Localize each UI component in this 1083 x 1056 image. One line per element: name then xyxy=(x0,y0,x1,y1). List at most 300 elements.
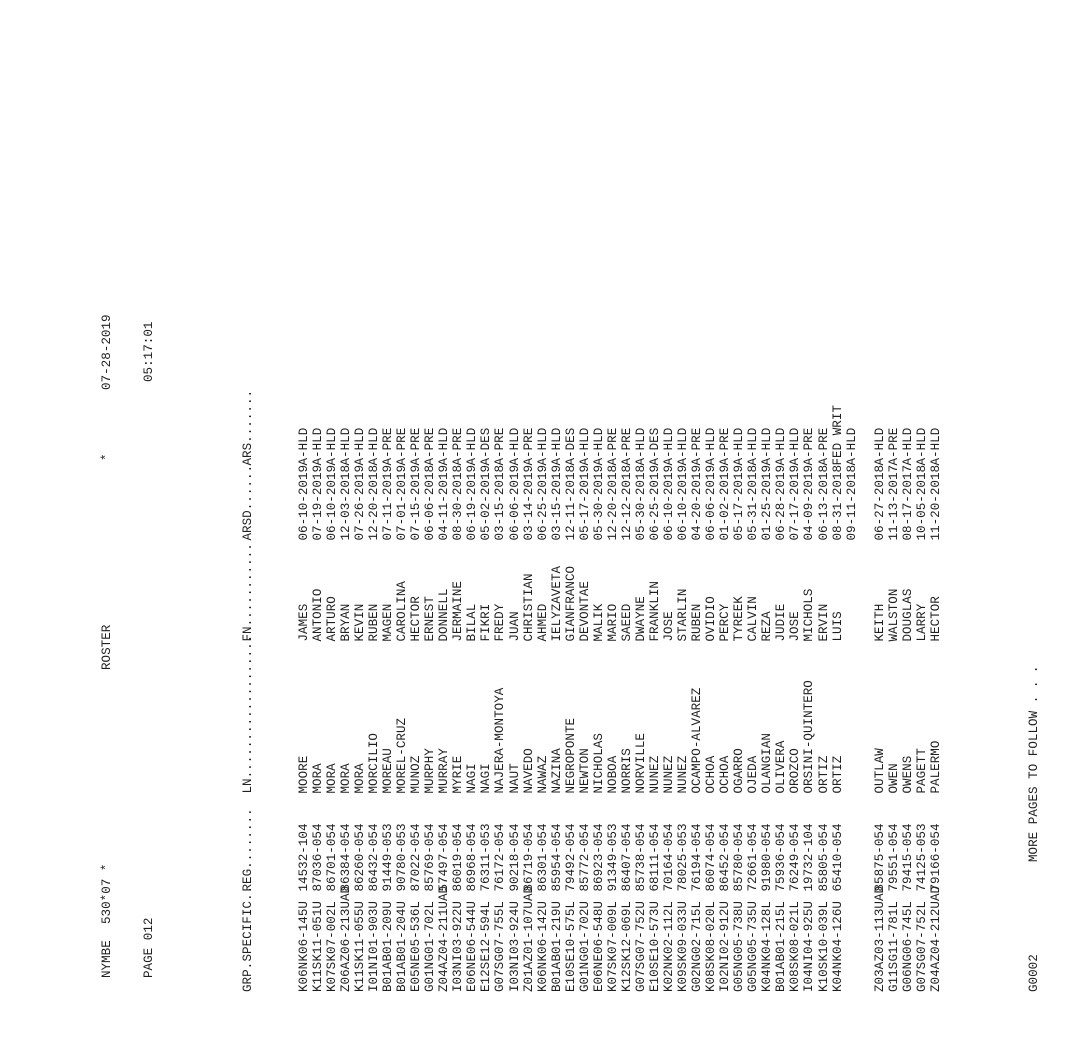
row-specific: I02-912U xyxy=(718,901,733,962)
row-ars: A-HLD xyxy=(577,427,592,466)
row-arsd: 08-30-2018 xyxy=(451,464,466,541)
row-last-name: MORA xyxy=(338,763,353,794)
row-arsd: 07-15-2019 xyxy=(409,464,424,541)
row-specific: K07-009L xyxy=(605,901,620,962)
report-header-line-1 xyxy=(100,292,114,992)
row-ars: A-HLD xyxy=(914,427,929,466)
row-first-name: CALVIN xyxy=(746,596,761,642)
row-first-name: SAEED xyxy=(619,603,634,642)
row-first-name: LARRY xyxy=(914,603,929,642)
row-first-name: DONNELL xyxy=(437,588,452,642)
row-reg: 85954-054 xyxy=(549,823,564,892)
row-arsd: 12-03-2018 xyxy=(338,464,353,541)
column-reg: REG........ xyxy=(240,808,255,892)
row-reg: 72661-054 xyxy=(746,823,761,892)
row-ars: A-HLD xyxy=(465,427,480,466)
row-first-name: ARTURO xyxy=(324,596,339,642)
row-ars: A-HLD xyxy=(296,427,311,466)
row-last-name: ORSINI-QUINTERO xyxy=(802,680,817,794)
row-grp: G07S xyxy=(633,961,648,992)
row-specific: B01-209U xyxy=(381,901,396,962)
row-specific: G11-781L xyxy=(886,901,901,962)
row-grp: Z01A xyxy=(521,961,536,992)
row-last-name: MOORE xyxy=(296,755,311,794)
row-reg: 91980-054 xyxy=(760,823,775,892)
row-last-name: NORRIS xyxy=(619,748,634,794)
row-reg: 86432-054 xyxy=(367,823,382,892)
row-last-name: MOREAU xyxy=(381,748,396,794)
row-arsd: 06-06-2018 xyxy=(423,464,438,541)
row-last-name: NAZINA xyxy=(549,748,564,794)
table-row xyxy=(451,292,465,992)
row-reg: 86384-054 xyxy=(338,823,353,892)
row-first-name: MICHOLS xyxy=(802,588,817,642)
row-arsd: 11-13-2017 xyxy=(886,464,901,541)
table-row xyxy=(690,292,704,992)
row-last-name: NAJERA-MONTOYA xyxy=(493,687,508,794)
row-reg: 75936-054 xyxy=(774,823,789,892)
row-arsd: 12-20-2018 xyxy=(605,464,620,541)
row-last-name: MORA xyxy=(310,763,325,794)
row-first-name: JOSE xyxy=(788,611,803,642)
table-row xyxy=(395,292,409,992)
row-last-name: MORCILIO xyxy=(367,733,382,794)
row-first-name: FRANKLIN xyxy=(647,581,662,642)
row-last-name: MORA xyxy=(352,763,367,794)
row-arsd: 07-26-2019 xyxy=(352,464,367,541)
row-ars: A-HLD xyxy=(844,427,859,466)
row-last-name: ORTIZ xyxy=(816,755,831,794)
row-ars: A-HLD xyxy=(591,427,606,466)
column-first-name: FN........... xyxy=(240,543,255,642)
row-arsd: 06-06-2019 xyxy=(507,464,522,541)
row-grp: E10S xyxy=(563,961,578,992)
row-reg: 57497-054 xyxy=(437,823,452,892)
row-ars: A-PRE xyxy=(605,427,620,466)
row-arsd: 07-01-2019 xyxy=(395,464,410,541)
row-last-name: OUTLAW xyxy=(872,748,887,794)
row-specific: Z04-212UAD xyxy=(928,885,943,962)
row-ars: A-HLD xyxy=(662,427,677,466)
row-ars: A-HLD xyxy=(704,427,719,466)
row-grp: G06N xyxy=(900,961,915,992)
row-last-name: NEGROPONTE xyxy=(563,717,578,794)
row-ars: A-PRE xyxy=(690,427,705,466)
row-specific: K11-055U xyxy=(352,901,367,962)
row-grp: Z04A xyxy=(928,961,943,992)
table-row xyxy=(493,292,507,992)
table-row xyxy=(676,292,690,992)
row-specific: K07-002L xyxy=(324,901,339,962)
row-arsd: 05-31-2018 xyxy=(746,464,761,541)
row-first-name: HECTOR xyxy=(928,596,943,642)
row-ars: A-PRE xyxy=(493,427,508,466)
row-last-name: NAGI xyxy=(465,763,480,794)
row-arsd: 06-19-2019 xyxy=(465,464,480,541)
row-ars: A-HLD xyxy=(760,427,775,466)
row-specific: G05-735U xyxy=(746,901,761,962)
row-reg: 90780-053 xyxy=(395,823,410,892)
row-reg: 76311-053 xyxy=(479,823,494,892)
row-last-name: NUNEZ xyxy=(662,755,677,794)
row-first-name: IELYZAVETA xyxy=(549,565,564,642)
row-last-name: ORTIZ xyxy=(830,755,845,794)
row-last-name: PAGETT xyxy=(914,748,929,794)
row-specific: E12-594L xyxy=(479,901,494,962)
row-last-name: MURPHY xyxy=(423,748,438,794)
row-arsd: 08-17-2017 xyxy=(900,464,915,541)
row-last-name: NICHOLAS xyxy=(591,733,606,794)
row-ars: A-DES xyxy=(563,427,578,466)
row-arsd: 09-11-2018 xyxy=(844,464,859,541)
row-last-name: MOREL-CRUZ xyxy=(395,717,410,794)
table-row xyxy=(718,292,732,992)
row-specific: Z04-211UAD xyxy=(437,885,452,962)
row-first-name: FIKRI xyxy=(479,603,494,642)
row-first-name: WALSTON xyxy=(886,588,901,642)
table-row xyxy=(437,292,451,992)
table-row xyxy=(381,292,395,992)
row-last-name: NUNEZ xyxy=(647,755,662,794)
row-first-name: AHMED xyxy=(535,603,550,642)
row-specific: I04-925U xyxy=(802,901,817,962)
footer-code: G0002 xyxy=(1027,954,1042,992)
row-specific: G01-702L xyxy=(423,901,438,962)
report-code: 530*07 * xyxy=(100,863,115,924)
row-arsd: 07-19-2019 xyxy=(310,464,325,541)
column-grp: GRP. xyxy=(240,961,255,992)
row-ars: A-PRE xyxy=(619,427,634,466)
row-reg: 86260-054 xyxy=(352,823,367,892)
row-reg: 86074-054 xyxy=(704,823,719,892)
row-specific: G06-745L xyxy=(900,901,915,962)
row-arsd: 05-17-2019 xyxy=(732,464,747,541)
row-first-name: ANTONIO xyxy=(310,588,325,642)
row-grp: K02N xyxy=(662,961,677,992)
row-arsd: 06-25-2019 xyxy=(647,464,662,541)
row-last-name: NORVILLE xyxy=(633,733,648,794)
report-id: NYMBE xyxy=(100,940,115,978)
row-ars: A-DES xyxy=(647,427,662,466)
row-arsd: 05-30-2019 xyxy=(591,464,606,541)
row-grp: G05N xyxy=(746,961,761,992)
row-arsd: 05-30-2018 xyxy=(633,464,648,541)
row-first-name: JOSE xyxy=(662,611,677,642)
row-arsd: 10-05-2018 xyxy=(914,464,929,541)
table-row xyxy=(817,292,831,992)
row-grp: Z03A xyxy=(872,961,887,992)
table-row xyxy=(662,292,676,992)
row-ars: A-HLD xyxy=(774,427,789,466)
row-ars: A-HLD xyxy=(676,427,691,466)
row-arsd: 06-27-2018 xyxy=(872,464,887,541)
column-specific: SPECIFIC.. xyxy=(240,885,255,962)
row-arsd: 05-17-2019 xyxy=(577,464,592,541)
row-first-name: KEVIN xyxy=(352,603,367,642)
row-reg: 86301-054 xyxy=(535,823,550,892)
row-last-name: NOBOA xyxy=(605,755,620,794)
row-last-name: NEWTON xyxy=(577,748,592,794)
row-specific: E06-548U xyxy=(591,901,606,962)
row-reg: 87036-054 xyxy=(310,823,325,892)
row-first-name: KEITH xyxy=(872,603,887,642)
row-reg: 90218-054 xyxy=(507,823,522,892)
row-first-name: DOUGLAS xyxy=(900,588,915,642)
row-ars: A-PRE xyxy=(521,427,536,466)
row-arsd: 06-10-2019 xyxy=(296,464,311,541)
row-arsd: 05-02-2019 xyxy=(479,464,494,541)
row-grp: K11S xyxy=(310,961,325,992)
row-arsd: 07-11-2019 xyxy=(381,464,396,541)
row-arsd: 04-11-2019 xyxy=(437,464,452,541)
row-last-name: OGARRO xyxy=(732,748,747,794)
table-row xyxy=(325,292,339,992)
row-grp: E05N xyxy=(409,961,424,992)
row-ars: A-HLD xyxy=(324,427,339,466)
row-ars: A-PRE xyxy=(802,427,817,466)
row-last-name: OJEDA xyxy=(746,755,761,794)
row-arsd: 06-10-2019 xyxy=(662,464,677,541)
row-reg: 76172-054 xyxy=(493,823,508,892)
row-reg: 85875-054 xyxy=(872,823,887,892)
row-first-name: JERMAINE xyxy=(451,581,466,642)
row-first-name: PERCY xyxy=(718,603,733,642)
row-specific: K08-021L xyxy=(788,901,803,962)
row-ars: A-HLD xyxy=(535,427,550,466)
row-first-name: CAROLINA xyxy=(395,581,410,642)
row-specific: Z01-107UAD xyxy=(521,885,536,962)
table-row xyxy=(845,292,859,992)
row-arsd: 06-10-2019 xyxy=(676,464,691,541)
row-specific: E05-536L xyxy=(409,901,424,962)
row-arsd: 07-17-2019 xyxy=(788,464,803,541)
row-last-name: OCHOA xyxy=(718,755,733,794)
table-row xyxy=(887,292,901,992)
row-specific: B01-204U xyxy=(395,901,410,962)
row-reg: 78025-053 xyxy=(676,823,691,892)
row-ars: A-HLD xyxy=(437,427,452,466)
row-last-name: OWENS xyxy=(900,755,915,794)
row-grp: G01N xyxy=(423,961,438,992)
row-ars: A-PRE xyxy=(381,427,396,466)
row-ars: A-PRE xyxy=(886,427,901,466)
row-last-name: NAGI xyxy=(479,763,494,794)
row-arsd: 12-12-2018 xyxy=(619,464,634,541)
row-specific: B01-219U xyxy=(549,901,564,962)
table-row xyxy=(311,292,325,992)
row-arsd: 08-31-2018 xyxy=(830,464,845,541)
table-row xyxy=(732,292,746,992)
row-arsd: 03-15-2018 xyxy=(493,464,508,541)
row-last-name: MYRIE xyxy=(451,755,466,794)
row-grp: K12S xyxy=(619,961,634,992)
row-arsd: 06-06-2019 xyxy=(704,464,719,541)
row-last-name: NAVEDO xyxy=(521,748,536,794)
row-last-name: MURRAY xyxy=(437,748,452,794)
row-last-name: OWEN xyxy=(886,763,901,794)
row-first-name: FREDY xyxy=(493,603,508,642)
row-grp: E10S xyxy=(647,961,662,992)
row-ars: A-PRE xyxy=(409,427,424,466)
row-last-name: OROZCO xyxy=(788,748,803,794)
row-reg: 91349-053 xyxy=(605,823,620,892)
row-grp: I04N xyxy=(802,961,817,992)
table-row xyxy=(704,292,718,992)
table-row xyxy=(606,292,620,992)
row-grp: G01N xyxy=(577,961,592,992)
row-first-name: REZA xyxy=(760,611,775,642)
row-ars: A-HLD xyxy=(352,427,367,466)
table-row xyxy=(536,292,550,992)
row-reg: 86968-054 xyxy=(465,823,480,892)
table-row xyxy=(929,292,943,992)
row-last-name: OLIVERA xyxy=(774,740,789,794)
row-arsd: 04-20-2019 xyxy=(690,464,705,541)
row-specific: G07-755L xyxy=(493,901,508,962)
row-specific: G05-738U xyxy=(732,901,747,962)
row-grp: G11S xyxy=(886,961,901,992)
table-row xyxy=(760,292,774,992)
row-last-name: MORA xyxy=(324,763,339,794)
row-first-name: MAGEN xyxy=(381,603,396,642)
row-reg: 68111-054 xyxy=(647,823,662,892)
report-time: 05:17:01 xyxy=(142,321,157,382)
row-specific: K09-033U xyxy=(676,901,691,962)
table-row xyxy=(423,292,437,992)
row-specific: K08-020L xyxy=(704,901,719,962)
row-grp: E12S xyxy=(479,961,494,992)
table-row xyxy=(297,292,311,992)
row-specific: E10-575L xyxy=(563,901,578,962)
row-first-name: STARLIN xyxy=(676,588,691,642)
row-grp: Z06A xyxy=(338,961,353,992)
row-reg: 79415-054 xyxy=(900,823,915,892)
row-arsd: 12-11-2018 xyxy=(563,464,578,541)
row-first-name: RUBEN xyxy=(367,603,382,642)
row-grp: K09S xyxy=(676,961,691,992)
row-last-name: OLANGIAN xyxy=(760,733,775,794)
table-row xyxy=(508,292,522,992)
table-row xyxy=(522,292,536,992)
table-row xyxy=(774,292,788,992)
table-row xyxy=(564,292,578,992)
row-reg: 19732-104 xyxy=(802,823,817,892)
row-reg: 87022-054 xyxy=(409,823,424,892)
row-grp: K08S xyxy=(704,961,719,992)
table-row xyxy=(353,292,367,992)
table-row xyxy=(802,292,816,992)
row-reg: 85738-054 xyxy=(633,823,648,892)
row-ars: A-HLD xyxy=(746,427,761,466)
row-grp: G07S xyxy=(914,961,929,992)
row-first-name: RUBEN xyxy=(690,603,705,642)
row-arsd: 06-25-2019 xyxy=(535,464,550,541)
row-reg: 65410-054 xyxy=(830,823,845,892)
row-first-name: CHRISTIAN xyxy=(521,573,536,642)
row-grp: K04N xyxy=(760,961,775,992)
row-first-name: JAMES xyxy=(296,603,311,642)
row-grp: K11S xyxy=(352,961,367,992)
row-ars: A-HLD xyxy=(900,427,915,466)
row-reg: 86719-054 xyxy=(521,823,536,892)
row-specific: E10-573U xyxy=(647,901,662,962)
row-reg: 79492-054 xyxy=(563,823,578,892)
column-header-row xyxy=(241,292,255,992)
row-first-name: BRYAN xyxy=(338,603,353,642)
row-first-name: MARIO xyxy=(605,603,620,642)
column-last-name: LN................... xyxy=(240,634,255,794)
row-specific: K04-126U xyxy=(830,901,845,962)
row-ars: A-HLD xyxy=(633,427,648,466)
row-last-name: OCHOA xyxy=(704,755,719,794)
row-ars: A-PRE xyxy=(423,427,438,466)
table-row xyxy=(620,292,634,992)
row-first-name: MALIK xyxy=(591,603,606,642)
row-specific: Z06-213UAD xyxy=(338,885,353,962)
table-row xyxy=(409,292,423,992)
row-ars: A-HLD xyxy=(507,427,522,466)
row-ars: A-HLD xyxy=(549,427,564,466)
row-reg: 86701-054 xyxy=(324,823,339,892)
row-first-name: JUAN xyxy=(507,611,522,642)
row-reg: 79551-054 xyxy=(886,823,901,892)
roster-rows xyxy=(297,292,943,992)
table-row xyxy=(648,292,662,992)
row-reg: 86407-054 xyxy=(619,823,634,892)
row-specific: G01-702U xyxy=(577,901,592,962)
table-row xyxy=(901,292,915,992)
row-specific: E06-544U xyxy=(465,901,480,962)
row-last-name: NUNEZ xyxy=(676,755,691,794)
row-last-name: NAUT xyxy=(507,763,522,794)
table-row xyxy=(465,292,479,992)
table-row xyxy=(915,292,929,992)
row-first-name: JUDIE xyxy=(774,603,789,642)
row-grp: G02N xyxy=(690,961,705,992)
row-ars: A-DES xyxy=(479,427,494,466)
row-ars: FED WRIT xyxy=(830,405,845,466)
row-first-name: BILAL xyxy=(465,603,480,642)
row-first-name: ERVIN xyxy=(816,603,831,642)
row-reg: 76249-054 xyxy=(788,823,803,892)
row-grp: Z04A xyxy=(437,961,452,992)
row-last-name: NAWAZ xyxy=(535,755,550,794)
row-grp: G05N xyxy=(732,961,747,992)
row-arsd: 01-25-2019 xyxy=(760,464,775,541)
row-first-name: HECTOR xyxy=(409,596,424,642)
row-grp: I03N xyxy=(507,961,522,992)
row-arsd: 04-09-2019 xyxy=(802,464,817,541)
header-star: * xyxy=(100,453,115,461)
row-first-name: OVIDIO xyxy=(704,596,719,642)
row-reg: 70164-054 xyxy=(662,823,677,892)
row-ars: A-HLD xyxy=(732,427,747,466)
row-reg: 85769-054 xyxy=(423,823,438,892)
row-grp: K08S xyxy=(788,961,803,992)
row-first-name: DEVONTAE xyxy=(577,581,592,642)
row-grp: G07S xyxy=(493,961,508,992)
row-grp: I03N xyxy=(451,961,466,992)
row-ars: A-PRE xyxy=(718,427,733,466)
row-grp: E06N xyxy=(465,961,480,992)
table-row xyxy=(788,292,802,992)
row-first-name: TYREEK xyxy=(732,596,747,642)
row-ars: A-HLD xyxy=(338,427,353,466)
row-specific: K11-051U xyxy=(310,901,325,962)
row-arsd: 12-20-2018 xyxy=(367,464,382,541)
row-grp: I01N xyxy=(367,961,382,992)
row-ars: A-HLD xyxy=(788,427,803,466)
